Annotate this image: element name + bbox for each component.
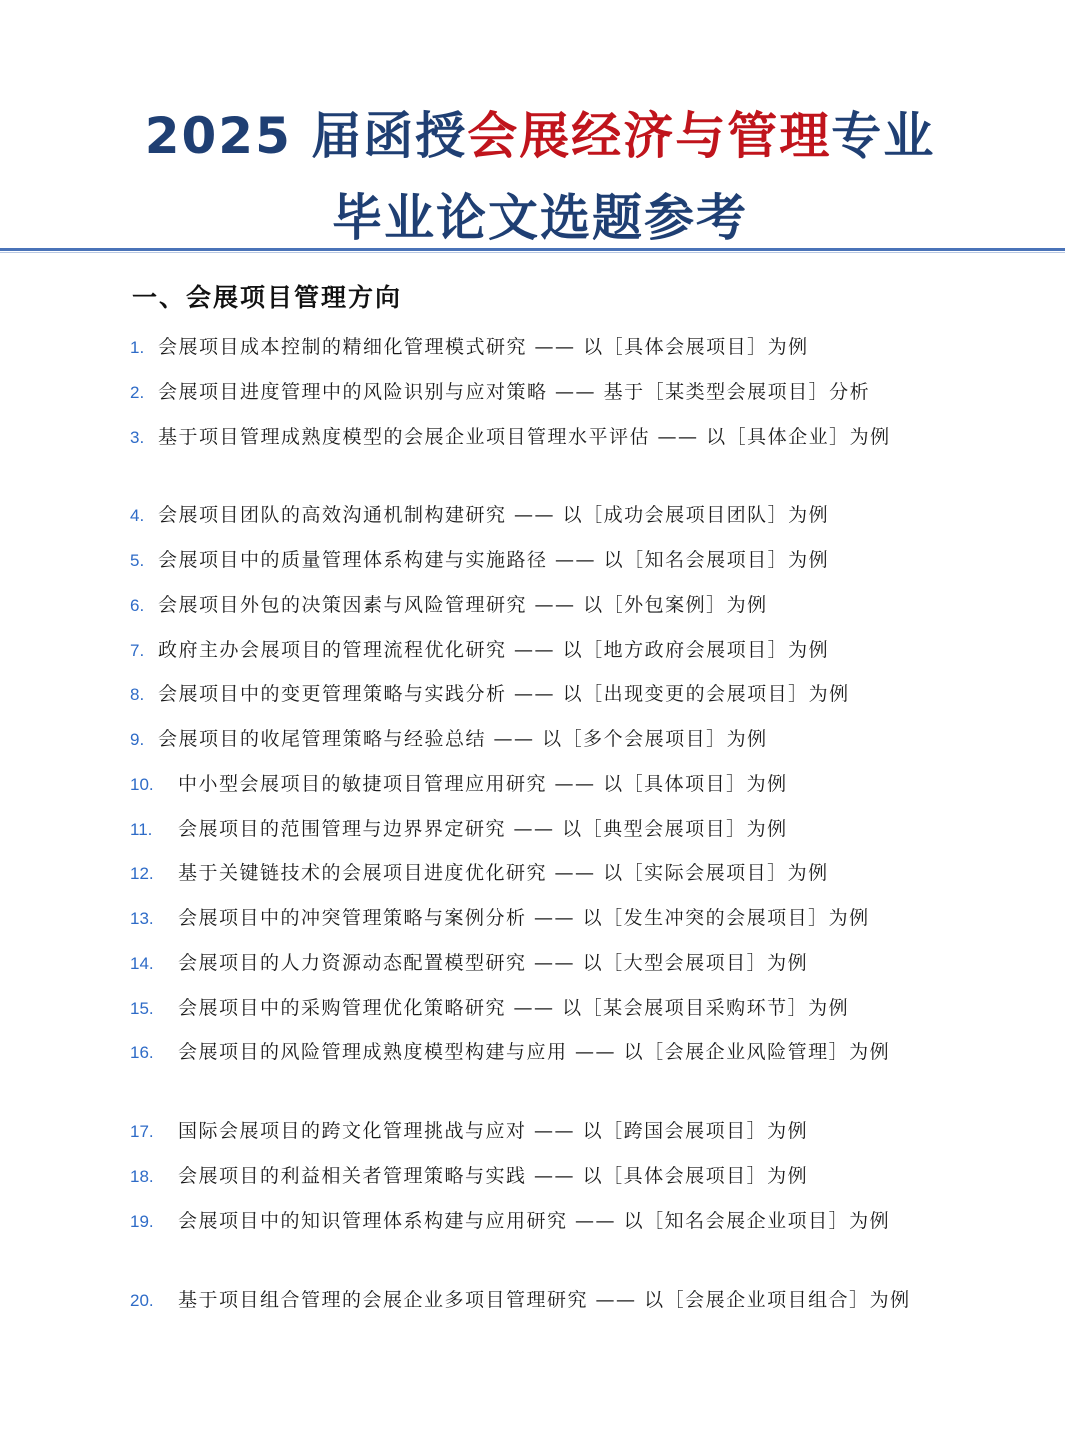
- topic-text: 基于关键链技术的会展项目进度优化研究 —— 以［实际会展项目］为例: [178, 862, 829, 884]
- title-prefix: 2025 届函授: [144, 107, 468, 165]
- topic-text: 会展项目的人力资源动态配置模型研究 —— 以［大型会展项目］为例: [178, 952, 809, 974]
- topic-text: 会展项目的利益相关者管理策略与实践 —— 以［具体会展项目］为例: [178, 1165, 809, 1187]
- topic-number: 5.: [130, 551, 145, 570]
- topic-number: 11.: [130, 820, 153, 839]
- topic-text: 会展项目中的变更管理策略与实践分析 —— 以［出现变更的会展项目］为例: [158, 683, 850, 705]
- topic-item: [130, 424, 891, 451]
- topic-text: 会展项目的收尾管理策略与经验总结 —— 以［多个会展项目］为例: [158, 728, 768, 750]
- topic-number: 2.: [130, 383, 145, 402]
- topic-item: [130, 771, 788, 798]
- title-divider-shadow: [0, 252, 1065, 253]
- topic-number: 10.: [130, 775, 154, 794]
- topic-text: 政府主办会展项目的管理流程优化研究 —— 以［地方政府会展项目］为例: [158, 639, 830, 661]
- topic-text: 会展项目中的采购管理优化策略研究 —— 以［某会展项目采购环节］为例: [178, 997, 850, 1019]
- document-title: [0, 100, 1080, 254]
- topic-item: [130, 379, 870, 406]
- title-line-1: [0, 100, 1080, 172]
- topic-text: 会展项目中的质量管理体系构建与实施路径 —— 以［知名会展项目］为例: [158, 549, 830, 571]
- topic-item: [130, 547, 829, 574]
- topic-item: [130, 950, 808, 977]
- topic-text: 会展项目的范围管理与边界界定研究 —— 以［典型会展项目］为例: [178, 818, 788, 840]
- topic-item: [130, 502, 829, 529]
- topic-text: 会展项目中的冲突管理策略与案例分析 —— 以［发生冲突的会展项目］为例: [178, 907, 870, 929]
- topic-item: [130, 995, 849, 1022]
- topic-number: 19.: [130, 1212, 154, 1231]
- topic-number: 1.: [130, 338, 145, 357]
- topic-item: [130, 1278, 940, 1323]
- topic-number: 16.: [130, 1043, 154, 1062]
- topic-item: [130, 334, 809, 361]
- section-heading: 一、会展项目管理方向: [132, 283, 403, 312]
- topic-number: 8.: [130, 685, 145, 704]
- topic-number: 14.: [130, 954, 154, 973]
- topic-text: 会展项目团队的高效沟通机制构建研究 —— 以［成功会展项目团队］为例: [158, 504, 830, 526]
- topic-item: [130, 726, 768, 753]
- title-suffix: 专业: [831, 107, 936, 165]
- topic-text: 会展项目外包的决策因素与风险管理研究 —— 以［外包案例］为例: [158, 594, 768, 616]
- topic-number: 3.: [130, 428, 145, 447]
- topic-item: [130, 816, 788, 843]
- topic-number: 9.: [130, 730, 145, 749]
- topic-number: 15.: [130, 999, 154, 1018]
- topic-number: 17.: [130, 1122, 154, 1141]
- topic-item: [130, 592, 768, 619]
- topic-item: [130, 1118, 808, 1145]
- topic-item: [130, 905, 870, 932]
- topic-text: 中小型会展项目的敏捷项目管理应用研究 —— 以［具体项目］为例: [178, 773, 788, 795]
- topic-item: [130, 637, 829, 664]
- topic-text: 会展项目进度管理中的风险识别与应对策略 —— 基于［某类型会展项目］分析: [158, 381, 871, 403]
- title-line-2: 毕业论文选题参考: [332, 189, 748, 247]
- topic-item: [130, 681, 850, 708]
- title-major-highlight: 会展经济与管理: [467, 107, 832, 165]
- topic-item: [130, 1208, 890, 1235]
- topic-text: 基于项目组合管理的会展企业多项目管理研究 —— 以［会展企业项目组合］为例: [178, 1289, 911, 1311]
- topic-text: 国际会展项目的跨文化管理挑战与应对 —— 以［跨国会展项目］为例: [178, 1120, 809, 1142]
- topic-text: 会展项目的风险管理成熟度模型构建与应用 —— 以［会展企业风险管理］为例: [178, 1041, 891, 1063]
- topic-item: [130, 860, 829, 887]
- topic-item: [130, 1039, 890, 1066]
- topic-number: 12.: [130, 864, 154, 883]
- topic-number: 18.: [130, 1167, 154, 1186]
- topic-text: 会展项目中的知识管理体系构建与应用研究 —— 以［知名会展企业项目］为例: [178, 1210, 891, 1232]
- topic-number: 20.: [130, 1291, 154, 1310]
- title-divider: [0, 248, 1065, 251]
- topic-number: 7.: [130, 641, 145, 660]
- topic-number: 4.: [130, 506, 145, 525]
- topic-text: 会展项目成本控制的精细化管理模式研究 —— 以［具体会展项目］为例: [158, 336, 809, 358]
- topic-number: 6.: [130, 596, 145, 615]
- topic-text: 基于项目管理成熟度模型的会展企业项目管理水平评估 —— 以［具体企业］为例: [158, 426, 891, 448]
- topic-number: 13.: [130, 909, 154, 928]
- topic-item: [130, 1163, 808, 1190]
